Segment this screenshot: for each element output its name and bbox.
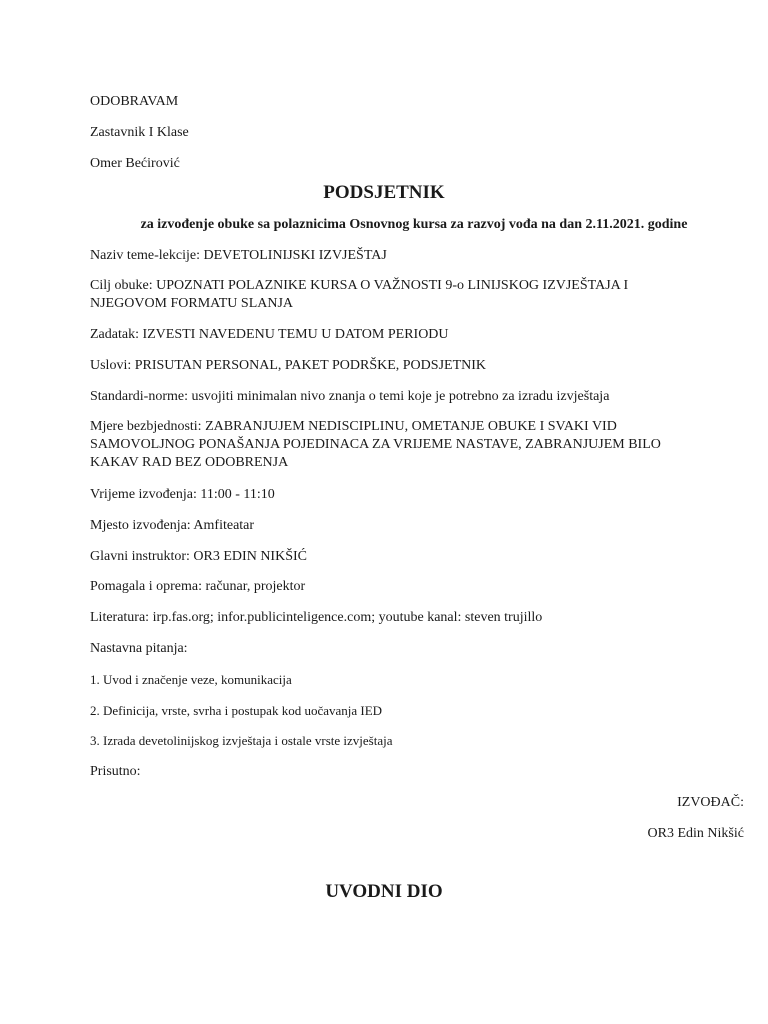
field-task: Zadatak: IZVESTI NAVEDENU TEMU U DATOM PERIODU [90, 327, 449, 342]
document-subtitle: za izvođenje obuke sa polaznicima Osnovnog kursa za razvoj vođa na dan 2.11.2021. godine [140, 217, 688, 232]
present-label: Prisutno: [90, 764, 141, 779]
questions-label: Nastavna pitanja: [90, 641, 188, 656]
signature-role: IZVOĐAČ: [677, 795, 744, 810]
field-conditions: Uslovi: PRISUTAN PERSONAL, PAKET PODRŠKE, PODSJETNIK [90, 358, 486, 373]
field-topic: Naziv teme-lekcije: DEVETOLINIJSKI IZVJEŠTAJ [90, 248, 387, 263]
field-equipment: Pomagala i oprema: računar, projektor [90, 579, 306, 594]
field-time: Vrijeme izvođenja: 11:00 - 11:10 [90, 487, 275, 502]
approval-label: ODOBRAVAM [90, 94, 179, 109]
approver-rank: Zastavnik I Klase [90, 125, 189, 140]
document-title: PODSJETNIK [323, 182, 445, 203]
field-place: Mjesto izvođenja: Amfiteatar [90, 518, 255, 533]
question-item: 1. Uvod i značenje veze, komunikacija [90, 672, 292, 687]
field-literature: Literatura: irp.fas.org; infor.publicinteligence.com; youtube kanal: steven trujillo [90, 610, 543, 625]
field-instructor: Glavni instruktor: OR3 EDIN NIKŠIĆ [90, 549, 307, 564]
field-safety: Mjere bezbjednosti: ZABRANJUJEM NEDISCIPLINU, OMETANJE OBUKE I SVAKI VID SAMOVOLJNOG PONAŠANJA POJEDINACA ZA VRIJEME NASTAVE, ZABRANJUJEM BILO KAKAV RAD BEZ ODOBRENJA [90, 419, 661, 470]
question-item: 3. Izrada devetolinijskog izvještaja i ostale vrste izvještaja [90, 733, 393, 748]
section-title: UVODNI DIO [325, 881, 443, 902]
signature-name: OR3 Edin Nikšić [647, 826, 744, 841]
approver-name: Omer Bećirović [90, 156, 180, 171]
field-standards: Standardi-norme: usvojiti minimalan nivo znanja o temi koje je potrebno za izradu izvještaja [90, 389, 610, 404]
field-goal: Cilj obuke: UPOZNATI POLAZNIKE KURSA O VAŽNOSTI 9-o LINIJSKOG IZVJEŠTAJA I NJEGOVOM FORMATU SLANJA [90, 278, 629, 311]
question-item: 2. Definicija, vrste, svrha i postupak kod uočavanja IED [90, 703, 383, 718]
